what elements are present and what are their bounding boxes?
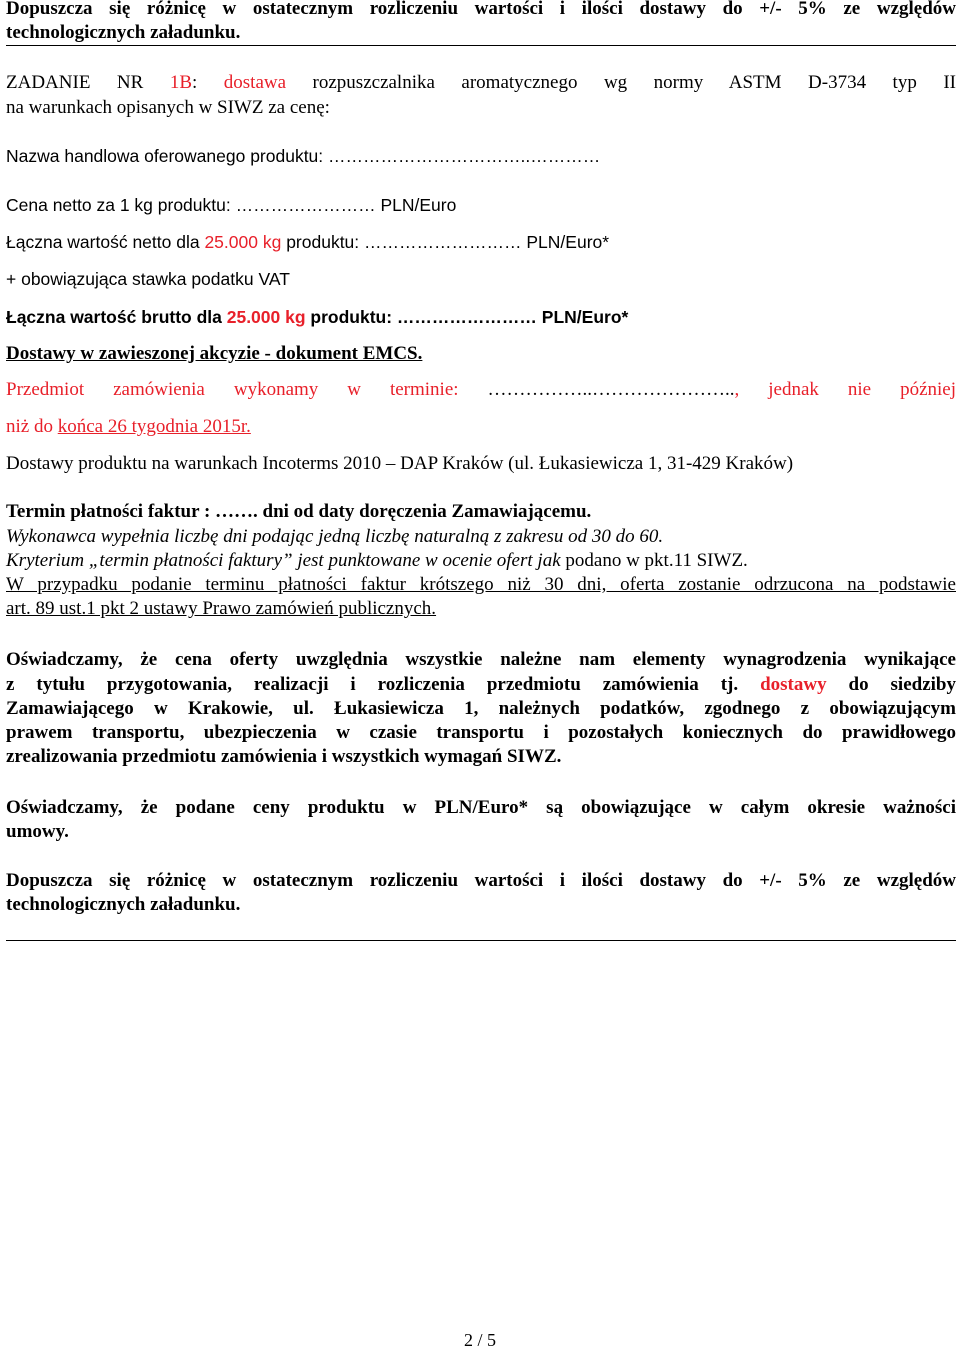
task-description: dostawa (223, 72, 287, 93)
task-conditions: na warunkach opisanych w SIWZ za cenę: (6, 97, 330, 118)
top-divider (6, 45, 956, 46)
deadline-dots: ……………..………………….. (458, 379, 735, 400)
declaration2-line2: umowy. (6, 821, 69, 842)
tolerance-line1: Dopuszcza się różnicę w ostatecznym rozliczeniu wartości i ilości dostawy do +/- 5% ze względów (6, 870, 956, 891)
net-total-label: Łączna wartość netto dla (6, 232, 205, 252)
payment-note2-italic: Kryterium „termin płatności faktury” jest punktowane w ocenie ofert jak (6, 550, 566, 571)
payment-note1: Wykonawca wypełnia liczbę dni podając jedną liczbę naturalną z zakresu od 30 do 60. (6, 526, 664, 547)
declaration1-line2a: z tytułu przygotowania, realizacji i rozliczenia przedmiotu zamówienia tj. (6, 674, 761, 695)
top-tolerance-line1: Dopuszcza się różnicę w ostatecznym rozliczeniu wartości i ilości dostawy do +/- 5% ze względów (6, 0, 956, 19)
tolerance-line2: technologicznych załadunku. (6, 894, 241, 915)
task-number: 1B (169, 72, 192, 93)
excise-note: Dostawy w zawieszonej akcyzie - dokument EMCS. (6, 343, 423, 364)
declaration1-line4: prawem transportu, ubezpieczenia w czasie transportu i pozostałych koniecznych do prawidłowego (6, 722, 956, 743)
declaration1-delivery: dostawy (760, 674, 827, 695)
net-total-suffix: produktu: ……………………… PLN/Euro* (281, 232, 610, 252)
declaration1-line3: Zamawiającego w Krakowie, ul. Łukasiewicza 1, należnych podatków, zgodnego z obowiązującym (6, 698, 956, 719)
deadline-week: końca 26 tygodnia 2015r. (57, 416, 251, 437)
declaration1-line2c: do siedziby (826, 674, 956, 695)
gross-total-field (6, 305, 628, 329)
vat-line: + obowiązująca stawka podatku VAT (6, 269, 290, 289)
top-tolerance-line2: technologicznych załadunku. (6, 22, 241, 43)
deadline-suffix: , jednak nie później (734, 379, 956, 400)
declaration1-line2 (6, 673, 956, 697)
deadline-line2 (6, 415, 251, 439)
deadline-line1 (6, 378, 956, 402)
task-rest: rozpuszczalnika aromatycznego wg normy ASTM D-3734 typ II (286, 72, 956, 93)
net-price-field: Cena netto za 1 kg produktu: …………………… PLN/Euro (6, 195, 457, 215)
declaration2-line1: Oświadczamy, że podane ceny produktu w PLN/Euro* są obowiązujące w całym okresie ważności (6, 797, 956, 818)
task-colon: : (192, 72, 224, 93)
task-heading (6, 71, 956, 95)
net-total-qty: 25.000 kg (204, 232, 282, 252)
task-label: ZADANIE NR (6, 72, 170, 93)
net-total-field (6, 230, 609, 254)
payment-term: Termin płatności faktur : ……. dni od daty doręczenia Zamawiającemu. (6, 501, 592, 522)
page-number: 2 / 5 (463, 1330, 496, 1350)
declaration1-line1: Oświadczamy, że cena oferty uwzględnia wszystkie należne nam elementy wynagrodzenia wynikające (6, 649, 956, 670)
gross-total-qty: 25.000 kg (226, 307, 306, 327)
payment-note2-normal: podano w pkt.11 SIWZ. (565, 550, 748, 571)
deadline-line2-prefix: niż do (6, 416, 58, 437)
payment-warning-line2: art. 89 ust.1 pkt 2 ustawy Prawo zamówień publicznych. (6, 598, 437, 619)
gross-total-label: Łączna wartość brutto dla (6, 307, 227, 327)
product-name-field: Nazwa handlowa oferowanego produktu: ……………………………..………… (6, 146, 601, 166)
incoterms-line: Dostawy produktu na warunkach Incoterms 2010 – DAP Kraków (ul. Łukasiewicza 1, 31-429 Kraków) (6, 453, 794, 474)
payment-warning-line1: W przypadku podanie terminu płatności faktur krótszego niż 30 dni, oferta zostanie odrzucona na podstawie (6, 574, 956, 595)
declaration1-line5: zrealizowania przedmiotu zamówienia i wszystkich wymagań SIWZ. (6, 746, 562, 767)
gross-total-suffix: produktu: …………………… PLN/Euro* (305, 307, 629, 327)
bottom-divider (6, 940, 956, 941)
deadline-label: Przedmiot zamówienia wykonamy w terminie: (6, 379, 459, 400)
payment-note2 (6, 549, 748, 573)
